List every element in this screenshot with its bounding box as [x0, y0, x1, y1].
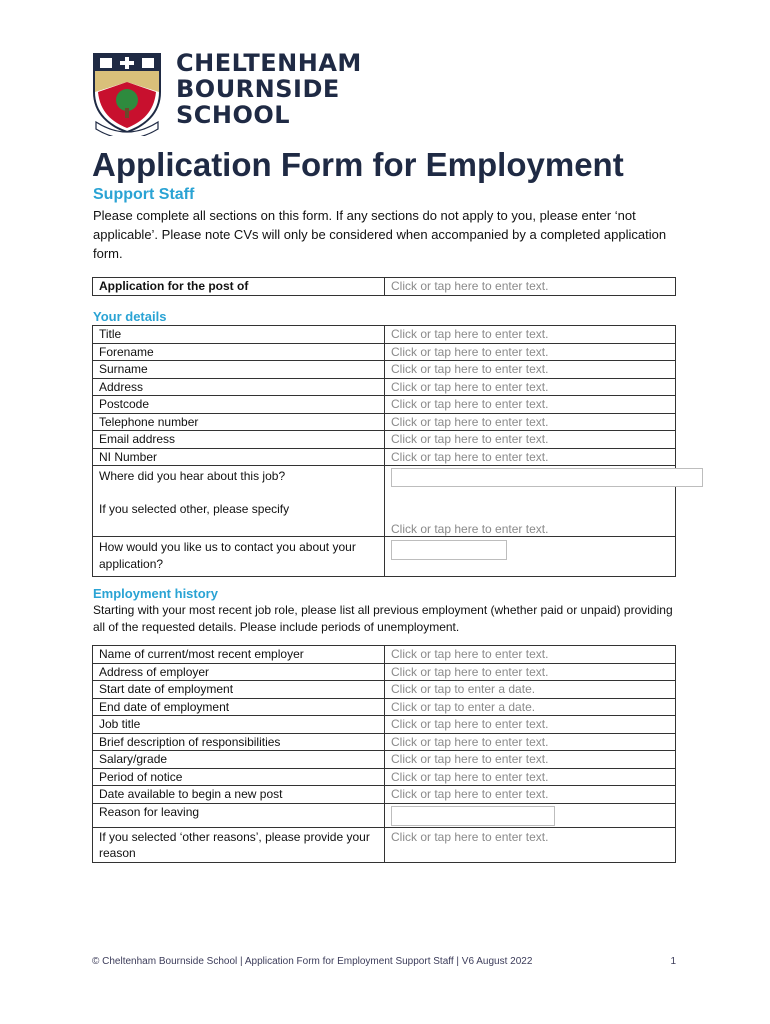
contact-method-dropdown[interactable] [391, 540, 507, 560]
details-label: NI Number [93, 449, 385, 466]
job-title-input[interactable]: Click or tap here to enter text. [391, 717, 549, 731]
details-label: Title [93, 326, 385, 343]
school-crest-logo [92, 52, 162, 136]
notice-period-input[interactable]: Click or tap here to enter text. [391, 769, 549, 784]
page-number: 1 [670, 956, 676, 967]
postcode-input[interactable]: Click or tap here to enter text. [391, 397, 549, 411]
post-label: Application for the post of [93, 278, 385, 295]
reason-leaving-cell [385, 804, 675, 827]
hear-about-cell [93, 466, 385, 536]
salary-grade-input[interactable]: Click or tap here to enter text. [391, 752, 549, 766]
telephone-input[interactable]: Click or tap here to enter text. [391, 414, 549, 429]
school-name [176, 50, 362, 128]
reason-leaving-dropdown[interactable] [391, 806, 555, 826]
table-row [93, 733, 675, 751]
other-specify-input[interactable]: Click or tap here to enter text. [391, 522, 549, 536]
page-footer [92, 956, 676, 967]
hear-about-cell-value [385, 466, 675, 536]
table-row [93, 768, 675, 786]
school-name-line-1: CHELTENHAM [176, 49, 362, 77]
table-row [93, 698, 675, 716]
table-row [93, 785, 675, 803]
employment-label: Job title [93, 716, 385, 733]
table-row [93, 413, 675, 431]
table-row [93, 343, 675, 361]
table-row [93, 646, 675, 663]
forename-input[interactable]: Click or tap here to enter text. [391, 344, 549, 359]
employment-history-heading: Employment history [93, 586, 218, 601]
ni-number-input[interactable]: Click or tap here to enter text. [391, 449, 549, 464]
other-specify-label: If you selected other, please specify [99, 501, 290, 516]
hear-about-dropdown[interactable] [391, 468, 703, 487]
table-row [93, 536, 675, 576]
table-row [93, 827, 675, 862]
post-input[interactable]: Click or tap here to enter text. [391, 279, 549, 293]
table-row [93, 360, 675, 378]
table-row [93, 448, 675, 466]
details-label: Address [93, 379, 385, 396]
title-input[interactable]: Click or tap here to enter text. [391, 327, 549, 341]
employment-label: End date of employment [93, 699, 385, 716]
reason-leaving-label: Reason for leaving [93, 804, 385, 827]
employment-label: Start date of employment [93, 681, 385, 698]
school-name-line-2: BOURNSIDE [176, 75, 340, 103]
hear-about-label: Where did you hear about this job? [99, 469, 286, 483]
address-input[interactable]: Click or tap here to enter text. [391, 379, 549, 394]
details-label: Forename [93, 344, 385, 361]
table-row [93, 326, 675, 343]
employer-address-input[interactable]: Click or tap here to enter text. [391, 664, 549, 679]
email-input[interactable]: Click or tap here to enter text. [391, 432, 549, 446]
table-row [93, 430, 675, 448]
table-row [93, 465, 675, 536]
contact-method-cell [385, 537, 675, 576]
employment-label: Period of notice [93, 769, 385, 786]
table-row [93, 803, 675, 827]
other-reason-label: If you selected ‘other reasons’, please provide your reason [93, 828, 385, 862]
table-row [93, 378, 675, 396]
other-reason-input[interactable]: Click or tap here to enter text. [391, 829, 549, 844]
table-row [93, 750, 675, 768]
contact-method-label: How would you like us to contact you about your application? [93, 537, 385, 576]
surname-input[interactable]: Click or tap here to enter text. [391, 362, 549, 376]
footer-text: © Cheltenham Bournside School | Application Form for Employment Support Staff | V6 August 2022 [92, 956, 533, 967]
table-row [93, 663, 675, 681]
employment-intro-text: Starting with your most recent job role, please list all previous employment (whether paid or unpaid) providing all of the requested details. Please include periods of unemployment. [93, 603, 673, 634]
table-row [93, 395, 675, 413]
employment-label: Name of current/most recent employer [93, 646, 385, 663]
employment-table [92, 645, 676, 863]
page-title: Application Form for Employment [92, 146, 624, 183]
responsibilities-input[interactable]: Click or tap here to enter text. [391, 734, 549, 749]
employment-label: Address of employer [93, 664, 385, 681]
table-row [93, 715, 675, 733]
table-row [93, 278, 675, 295]
start-date-picker[interactable]: Click or tap to enter a date. [391, 682, 536, 696]
details-label: Surname [93, 361, 385, 378]
date-available-input[interactable]: Click or tap here to enter text. [391, 787, 549, 801]
details-label: Postcode [93, 396, 385, 413]
table-row [93, 680, 675, 698]
intro-text: Please complete all sections on this form. If any sections do not apply to you, please enter ‘not applicable’. Please note CVs will only be considered when accompanied by a completed application form. [93, 208, 667, 261]
post-table [92, 277, 676, 296]
employment-label: Date available to begin a new post [93, 786, 385, 803]
employment-label: Brief description of responsibilities [93, 734, 385, 751]
employer-name-input[interactable]: Click or tap here to enter text. [391, 647, 549, 661]
your-details-table [92, 325, 676, 577]
details-label: Email address [93, 431, 385, 448]
school-name-line-3: SCHOOL [176, 101, 291, 129]
end-date-picker[interactable]: Click or tap to enter a date. [391, 699, 536, 714]
employment-label: Salary/grade [93, 751, 385, 768]
details-label: Telephone number [93, 414, 385, 431]
page-subtitle: Support Staff [93, 186, 195, 203]
your-details-heading: Your details [93, 309, 167, 324]
